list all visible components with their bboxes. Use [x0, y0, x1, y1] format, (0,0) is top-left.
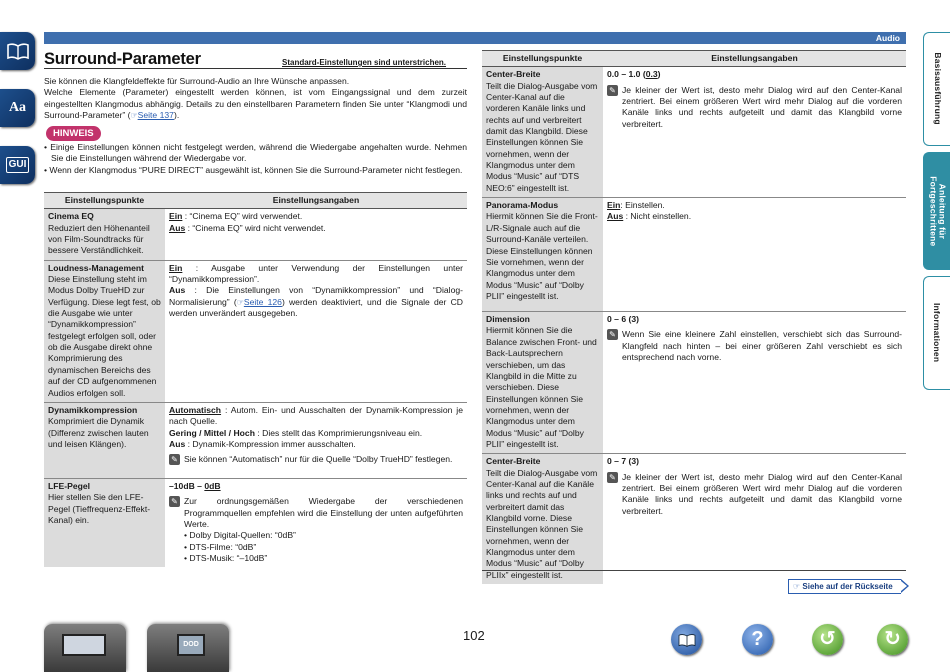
row-desc: Teilt die Dialog-Ausgabe vom Center-Kanal auf die Kanäle links und rechts auf und verbreitert damit das Klangbild vorne. Diese Einstellungen können Sie vornehmen, wenn der Klangmodus unter dem Modus “Music” auf “Dolby PLIIx” eingestellt ist. — [486, 467, 598, 580]
page-ref-icon: ☞ — [130, 111, 138, 121]
range-text: –10dB – — [169, 480, 205, 491]
row-title: LFE-Pegel — [48, 480, 91, 491]
note-pen-icon: ✎ — [607, 329, 618, 340]
tab-anleitung-fortgeschrittene[interactable]: Anleitung für Fortgeschrittene — [923, 152, 950, 270]
option-text: : Dies stellt das Komprimierungsniveau ein. — [254, 427, 423, 438]
table-header-points: Einstellungspunkte — [44, 193, 165, 209]
option-text: : Dynamik-Kompression immer ausschalten. — [185, 438, 356, 449]
table-header-points: Einstellungspunkte — [482, 51, 603, 67]
index-icon-label: Aa — [8, 99, 27, 115]
option-text: : “Cinema EQ” wird verwendet. — [182, 211, 303, 222]
list-item: • DTS-Filme: “0dB” — [184, 541, 257, 552]
row-title: Panorama-Modus — [486, 200, 559, 211]
page-title: Surround-Parameter — [44, 50, 201, 68]
option-text: : “Cinema EQ” wird nicht verwendet. — [185, 222, 326, 233]
option-key: Gering / Mittel / Hoch — [169, 427, 255, 438]
title-divider — [44, 68, 467, 69]
receiver-front-icon[interactable] — [44, 624, 126, 672]
table-row — [482, 67, 906, 198]
section-header: Audio — [482, 32, 906, 44]
intro-text — [44, 76, 467, 122]
range-text: 0 – 6 (3) — [607, 314, 640, 325]
forward-icon[interactable]: ↻ — [877, 624, 908, 655]
see-back-link[interactable] — [788, 579, 901, 594]
note-pen-icon: ✎ — [607, 472, 618, 483]
table-row — [44, 402, 467, 478]
range-default: 0dB — [204, 480, 221, 491]
help-icon[interactable]: ? — [742, 624, 773, 655]
back-icon[interactable]: ↺ — [812, 624, 843, 655]
settings-table-left — [44, 192, 467, 567]
option-text: : Ausgabe unter Verwendung der Einstellungen unter “Dynamikkompression”. — [169, 262, 463, 285]
table-header-details: Einstellungsangaben — [165, 193, 467, 209]
option-text: : Einstellen. — [620, 200, 665, 211]
gui-icon-label: GUI — [6, 157, 30, 172]
page-link-126[interactable]: Seite 126 — [243, 296, 282, 307]
table-row — [44, 260, 467, 402]
tab-basisausfuehrung[interactable]: Basisausführung — [923, 32, 950, 146]
option-key: Aus — [169, 222, 186, 233]
option-key: Aus — [607, 211, 624, 222]
table-row — [482, 312, 906, 454]
see-back-label: Siehe auf der Rückseite — [802, 582, 893, 591]
standard-note: Standard-Einstellungen sind unterstrichen. — [282, 58, 447, 67]
row-desc: Hiermit können Sie die Balance zwischen Front- und Back-Lautsprechern verschieben, um das Klangbild in die Mitte zu verschieben. Diese Einstellungen können Sie vornehmen, wenn der Klangmodus unter dem Modus “Music” auf “Dolby PLII” eingestellt ist. — [486, 325, 597, 449]
table-row — [482, 198, 906, 312]
row-title: Center-Breite — [486, 456, 541, 467]
remote-label: DOD — [177, 634, 205, 656]
option-text: : Nicht einstellen. — [623, 211, 692, 222]
row-desc: Teilt die Dialog-Ausgabe vom Center-Kanal auf die vorderen Kanäle links und rechts auf und verbreitert damit das Klangbild. Diese Einstellungen können Sie vornehmen, wenn der Klangmodus unter dem Modus “Music” auf “DTS NEO:6” eingestellt ist. — [486, 80, 598, 193]
range-default: 0.3 — [645, 69, 658, 80]
page-link-137[interactable]: Seite 137 — [137, 110, 174, 121]
note-pen-icon: ✎ — [169, 454, 180, 465]
row-desc: Hiermit können Sie die Front-L/R-Signale auch auf die Surround-Kanäle verteilen. Diese Einstellungen können Sie vornehmen, wenn der Klangmodus unter dem Modus “Music” auf “Dolby PLII” eingestellt ist. — [486, 211, 598, 301]
row-desc: Diese Einstellung steht im Modus Dolby TrueHD zur Verfügung. Diese legt fest, ob die Ausgabe wie unter “Dynamikkompression” festgelegt erfolgen soll, oder ob die Ausgabe direkt ohne Komprimierung des dynamischen Bereichs des auf der CD aufgenommenen Audios erfolgen soll. — [48, 274, 161, 398]
range-text: 0 – 7 (3) — [607, 456, 640, 467]
page-ref-icon: ☞ — [236, 297, 244, 307]
row-desc: Komprimiert die Dynamik (Differenz zwischen lauten und leisen Klängen). — [48, 416, 149, 449]
option-key: Aus — [169, 285, 186, 296]
table-row — [482, 454, 906, 584]
range-text: 0.0 – 1.0 ( — [607, 69, 646, 80]
table-row — [44, 478, 467, 567]
option-key: Automatisch — [169, 404, 222, 415]
list-item: • DTS-Musik: “–10dB” — [184, 552, 268, 563]
intro-line-2: Welche Elemente (Parameter) eingestellt werden können, ist vom Eingangssignal und dem zurzeit eingestellten Klangmodus abhängig. Details zu den einstellbaren Parametern finden Sie unter “Klangmodi und Surround-Parameter” (☞Seite 137). — [44, 87, 467, 121]
note-pen-icon: ✎ — [169, 496, 180, 507]
row-title: Cinema EQ — [48, 211, 94, 222]
table-bottom-rule — [482, 570, 906, 571]
note-pen-icon: ✎ — [607, 85, 618, 96]
option-key: Ein — [169, 262, 183, 273]
row-note: Je kleiner der Wert ist, desto mehr Dialog wird auf den Center-Kanal zentriert. Bei einem größeren Wert wird mehr Dialog auf die vorderen Kanäle links und rechts aufgeteilt und damit das Klangbild vorne verbreitert. — [622, 471, 902, 516]
row-title: Center-Breite — [486, 69, 541, 80]
option-key: Ein — [169, 211, 183, 222]
row-desc: Hier stellen Sie den LFE-Pegel (Tieffrequenz-Effekt-Kanal) ein. — [48, 492, 151, 525]
row-title: Loudness-Management — [48, 262, 144, 273]
row-note: Wenn Sie eine kleinere Zahl einstellen, verschiebt sich das Surround-Klangfeld nach hinten – bei einer größeren Zahl verschiebt es sich entsprechend nach vorne. — [622, 329, 902, 363]
option-key: Ein — [607, 200, 621, 211]
hinweis-badge: HINWEIS — [46, 126, 101, 141]
range-text: ) — [657, 69, 661, 80]
option-key: Aus — [169, 438, 186, 449]
index-icon[interactable] — [0, 89, 35, 127]
row-desc: Reduziert den Höhenanteil von Film-Soundtracks für bessere Verständlichkeit. — [48, 222, 150, 256]
option-text: ) werden deaktiviert, und die Signale der CD werden unverändert ausgegeben. — [169, 296, 463, 319]
contents-icon[interactable] — [0, 32, 35, 70]
header-strip — [44, 32, 482, 44]
settings-table-right — [482, 50, 906, 584]
row-note: Je kleiner der Wert ist, desto mehr Dialog wird auf den Center-Kanal zentriert. Bei einem größeren Wert wird mehr Dialog auf die vorderen Kanäle links und rechts aufgeteilt und damit das Klangbild vorne verbreitert. — [622, 84, 902, 129]
remote-icon[interactable] — [147, 624, 229, 672]
page-ref-icon: ☞ — [793, 582, 801, 591]
intro-line-1: Sie können die Klangfeldeffekte für Surround-Audio an Ihre Wünsche anpassen. — [44, 76, 350, 86]
book-icon[interactable] — [671, 624, 702, 655]
row-title: Dimension — [486, 314, 530, 325]
tab-informationen[interactable]: Informationen — [923, 276, 950, 390]
list-item: • Dolby Digital-Quellen: “0dB” — [184, 530, 296, 541]
table-header-details: Einstellungsangaben — [603, 51, 906, 67]
page-number: 102 — [463, 628, 485, 643]
option-text: : Autom. Ein- und Ausschalten der Dynamik-Kompression je nach Quelle. — [169, 404, 463, 427]
row-note: Zur ordnungsgemäßen Wiedergabe der verschiedenen Programmquellen empfehlen wird die Einstellung der unten aufgeführten Werte. — [184, 496, 463, 529]
row-title: Dynamikkompression — [48, 404, 138, 415]
hinweis-item: • Einige Einstellungen können nicht festgelegt werden, während die Wiedergabe angehalten wurde. Nehmen Sie die Einstellungen während der Wiedergabe vor. — [44, 142, 467, 164]
hinweis-list — [44, 142, 467, 176]
table-row — [44, 209, 467, 260]
row-note: Sie können “Automatisch” nur für die Quelle “Dolby TrueHD” festlegen. — [184, 454, 453, 465]
gui-icon[interactable] — [0, 146, 35, 184]
option-text: : Die Einstellungen von “Dynamikkompression” und “Dialog-Normalisierung” ( — [169, 285, 463, 307]
hinweis-item: • Wenn der Klangmodus “PURE DIRECT” ausgewählt ist, können Sie die Surround-Parameter nicht festlegen. — [44, 164, 463, 175]
